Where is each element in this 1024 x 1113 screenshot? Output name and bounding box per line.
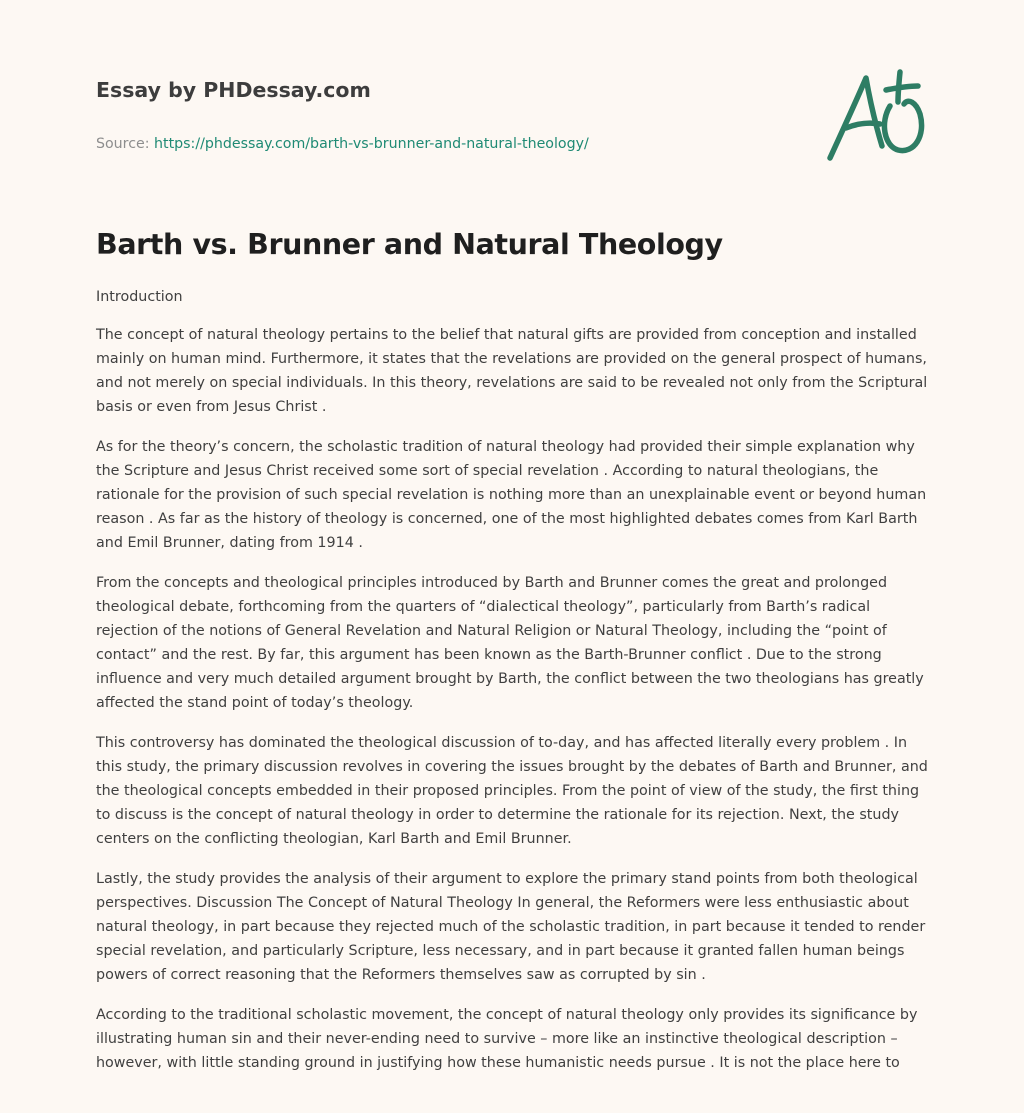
site-brand: Essay by PHDessay.com bbox=[96, 78, 371, 102]
paragraph: The concept of natural theology pertains to the belief that natural gifts are provided from conception and installed mainly on human mind. Furthermore, it states that the revelations are provided on the general prospect of humans, and not merely on special individuals. In this theory, revelations are said to be revealed not only from the Scriptural basis or even from Jesus Christ . bbox=[96, 327, 928, 415]
article-title: Barth vs. Brunner and Natural Theology bbox=[96, 228, 723, 261]
source-line bbox=[96, 134, 796, 154]
paragraph: Lastly, the study provides the analysis of their argument to explore the primary stand points from both theological perspectives. Discussion The Concept of Natural Theology In general, the Reformers were less enthusiastic about natural theology, in part because they rejected much of the scholastic tradition, in part because it tended to render special revelation, and particularly Scripture, less necessary, and in part because it granted fallen human beings powers of correct reasoning that the Reformers themselves saw as corrupted by sin . bbox=[96, 871, 926, 983]
source-label: Source: bbox=[96, 136, 155, 152]
intro-heading: Introduction bbox=[96, 289, 183, 305]
source-link[interactable]: https://phdessay.com/barth-vs-brunner-and-natural-theology/ bbox=[154, 136, 589, 152]
a-plus-logo-icon bbox=[820, 66, 932, 166]
article-body bbox=[96, 286, 930, 1091]
paragraph: As for the theory’s concern, the scholastic tradition of natural theology had provided their simple explanation why the Scripture and Jesus Christ received some sort of special revelation . According to natural theologians, the rationale for the provision of such special revelation is nothing more than an unexplainable event or beyond human reason . As far as the history of theology is concerned, one of the most highlighted debates comes from Karl Barth and Emil Brunner, dating from 1914 . bbox=[96, 439, 927, 551]
page-header bbox=[96, 76, 796, 154]
paragraph: According to the traditional scholastic movement, the concept of natural theology only provides its significance by illustrating human sin and their never-ending need to survive – more like an instinctive theological description – however, with little standing ground in justifying how these humanistic needs pursue . It is not the place here to bbox=[96, 1007, 918, 1071]
paragraph: From the concepts and theological principles introduced by Barth and Brunner comes the great and prolonged theological debate, forthcoming from the quarters of “dialectical theology”, particularly from Barth’s radical rejection of the notions of General Revelation and Natural Religion or Natural Theology, including the “point of contact” and the rest. By far, this argument has been known as the Barth-Brunner conflict . Due to the strong influence and very much detailed argument brought by Barth, the conflict between the two theologians has greatly affected the stand point of today’s theology. bbox=[96, 575, 924, 711]
paragraph: This controversy has dominated the theological discussion of to-day, and has affected literally every problem . In this study, the primary discussion revolves in covering the issues brought by the debates of Barth and Brunner, and the theological concepts embedded in their proposed principles. From the point of view of the study, the first thing to discuss is the concept of natural theology in order to determine the rationale for its rejection. Next, the study centers on the conflicting theologian, Karl Barth and Emil Brunner. bbox=[96, 735, 928, 847]
